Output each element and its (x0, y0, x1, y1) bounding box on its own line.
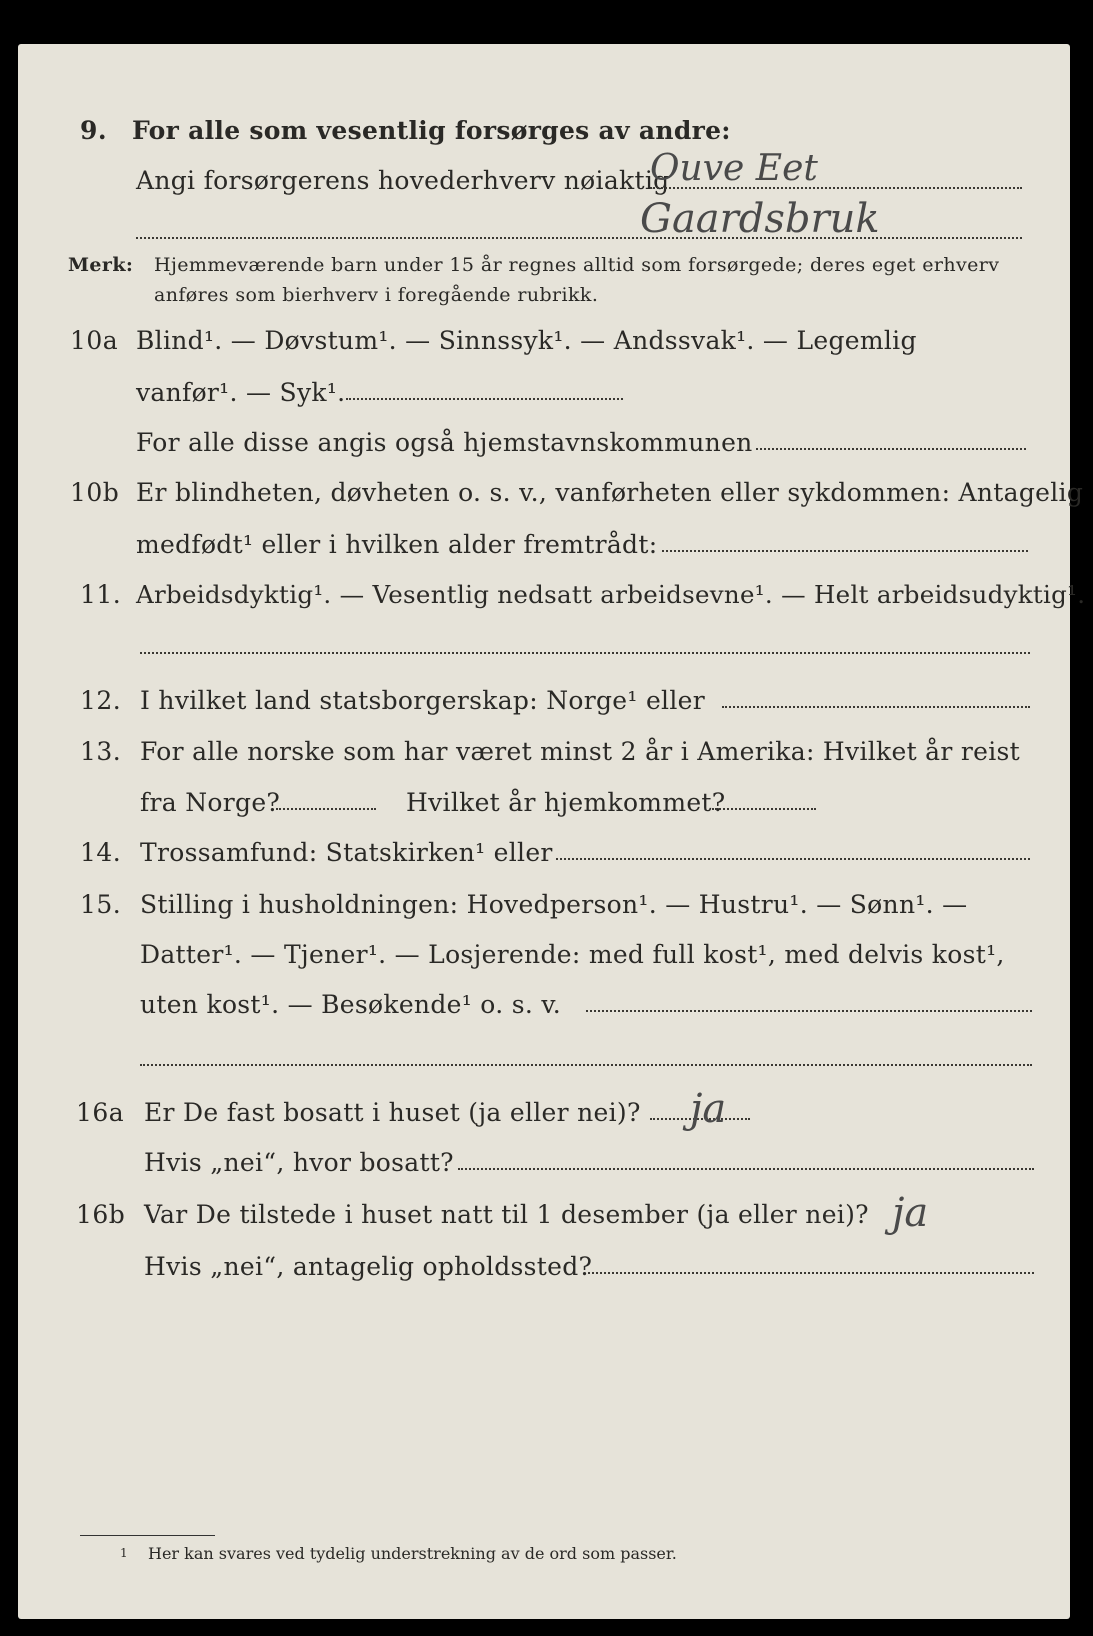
footnote-mark: 1 (120, 1546, 128, 1560)
q9-number: 9. (80, 116, 108, 145)
q16a-answer-line-2 (458, 1168, 1034, 1170)
q10a-line-3: For alle disse angis også hjemstavnskommunen (136, 428, 753, 457)
q15-answer-line-1 (586, 1010, 1032, 1012)
q13-answer-line-2 (712, 808, 816, 810)
q13-answer-line-1 (276, 808, 376, 810)
q16a-line-2: Hvis „nei“, hvor bosatt? (144, 1148, 454, 1177)
q9-heading: For alle som vesentlig forsørges av andre: (132, 116, 731, 145)
q12-line-1: I hvilket land statsborgerskap: Norge¹ eller (140, 686, 705, 715)
q10b-number: 10b (70, 478, 120, 507)
q13-line-2a: fra Norge? (140, 788, 281, 817)
q16a-handwritten-answer: ja (690, 1086, 727, 1132)
q9-answer-line-1 (650, 187, 1022, 189)
q9-question: Angi forsørgerens hovederhverv nøiaktig (136, 166, 670, 195)
q10a-number: 10a (70, 326, 119, 355)
footnote-rule (80, 1535, 215, 1536)
q14-answer-line (556, 858, 1030, 860)
q16b-line-1: Var De tilstede i huset natt til 1 desember (ja eller nei)? (144, 1200, 869, 1229)
footnote-text: Her kan svares ved tydelig understrekning av de ord som passer. (148, 1544, 677, 1563)
q10a-line-1: Blind¹. — Døvstum¹. — Sinnssyk¹. — Andssvak¹. — Legemlig (136, 326, 917, 355)
q10a-answer-line-1 (346, 398, 623, 400)
q11-answer-line (140, 652, 1030, 654)
census-form-page (18, 44, 1070, 1619)
q13-line-1: For alle norske som har været minst 2 år i Amerika: Hvilket år reist (140, 737, 1021, 766)
q11-line-1: Arbeidsdyktig¹. — Vesentlig nedsatt arbeidsevne¹. — Helt arbeidsudyktig¹. (136, 580, 1086, 609)
q15-number: 15. (80, 890, 122, 919)
q13-number: 13. (80, 737, 122, 766)
q10b-line-2: medfødt¹ eller i hvilken alder fremtrådt: (136, 530, 658, 559)
q16b-line-2: Hvis „nei“, antagelig opholdssted? (144, 1252, 593, 1281)
q16a-line-1: Er De fast bosatt i huset (ja eller nei)? (144, 1098, 641, 1127)
q16b-number: 16b (76, 1200, 126, 1229)
q9-handwritten-answer-1: Ouve Eet (650, 148, 818, 189)
merk-text-1: Hjemmeværende barn under 15 år regnes alltid som forsørgede; deres eget erhverv (154, 254, 1000, 276)
q11-number: 11. (80, 580, 122, 609)
q15-line-1: Stilling i husholdningen: Hovedperson¹. — Hustru¹. — Sønn¹. — (140, 890, 968, 919)
q10b-answer-line (662, 550, 1028, 552)
q9-handwritten-answer-2: Gaardsbruk (640, 196, 880, 242)
q10b-line-1: Er blindheten, døvheten o. s. v., vanførheten eller sykdommen: Antagelig (136, 478, 1084, 507)
merk-label: Merk: (68, 254, 134, 276)
merk-text-2: anføres som bierhverv i foregående rubrikk. (154, 284, 599, 306)
q10a-answer-line-2 (756, 448, 1026, 450)
q14-line-1: Trossamfund: Statskirken¹ eller (140, 838, 553, 867)
q12-answer-line (722, 706, 1030, 708)
q16b-handwritten-answer: ja (892, 1190, 929, 1236)
q10a-line-2: vanfør¹. — Syk¹. (136, 378, 346, 407)
q13-line-2b: Hvilket år hjemkommet? (406, 788, 726, 817)
q15-answer-line-2 (140, 1064, 1032, 1066)
q16b-answer-line (588, 1272, 1034, 1274)
q15-line-3: uten kost¹. — Besøkende¹ o. s. v. (140, 990, 562, 1019)
q12-number: 12. (80, 686, 122, 715)
q16a-number: 16a (76, 1098, 125, 1127)
q14-number: 14. (80, 838, 122, 867)
q15-line-2: Datter¹. — Tjener¹. — Losjerende: med full kost¹, med delvis kost¹, (140, 940, 1005, 969)
q9-answer-line-2 (136, 237, 1022, 239)
